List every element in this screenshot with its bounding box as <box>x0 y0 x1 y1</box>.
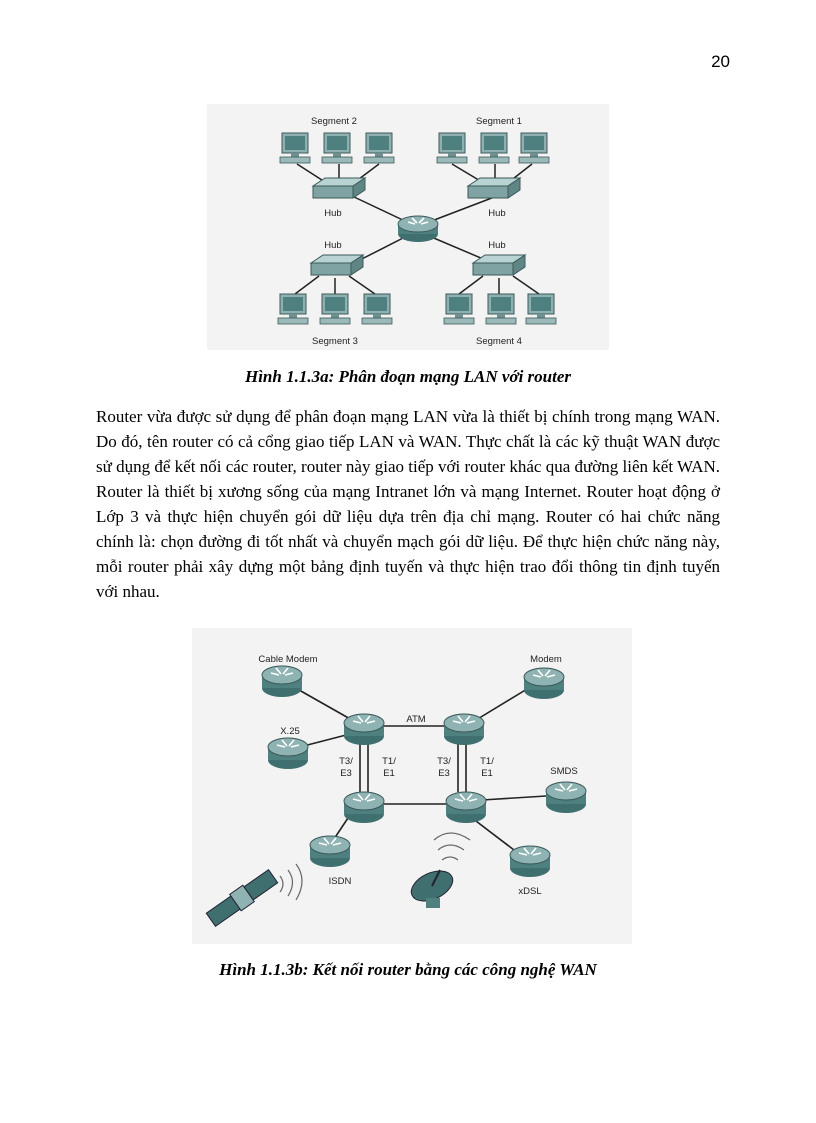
atm-label: ATM <box>406 714 426 725</box>
modem-label: Modem <box>530 654 562 665</box>
computer-icon <box>526 294 556 324</box>
page-number: 20 <box>711 52 730 71</box>
hub-label: Hub <box>488 240 506 251</box>
computer-icon <box>444 294 474 324</box>
computer-icon <box>519 133 549 163</box>
cable-modem-router-icon <box>262 666 302 697</box>
computer-icon <box>479 133 509 163</box>
computer-icon <box>320 294 350 324</box>
e1-label: E1 <box>481 768 493 779</box>
router-icon <box>446 792 486 823</box>
hub-icon <box>473 255 525 275</box>
e1-label: E1 <box>383 768 395 779</box>
hub-label: Hub <box>324 208 342 219</box>
wan-technologies-figure <box>192 628 632 944</box>
computer-icon <box>437 133 467 163</box>
wan-links <box>288 686 546 850</box>
smds-router-icon <box>546 782 586 813</box>
t3-label: T3/ <box>437 756 451 767</box>
lan-diagram <box>207 104 609 350</box>
t1-label: T1/ <box>480 756 494 767</box>
router-icon <box>344 792 384 823</box>
e3-label: E3 <box>340 768 352 779</box>
segment-3-computers <box>278 294 392 324</box>
lan-segmentation-figure <box>207 104 609 350</box>
hub-icon <box>468 178 520 198</box>
smds-label: SMDS <box>550 766 578 777</box>
cable-modem-label: Cable Modem <box>258 654 318 665</box>
computer-icon <box>364 133 394 163</box>
figure-2-caption: Hình 1.1.3b: Kết nối router bằng các công nghệ WAN <box>219 960 597 979</box>
satellite-dish-icon <box>407 865 458 908</box>
satellite-icon <box>205 868 279 928</box>
router-icon <box>398 216 438 242</box>
segment-1-computers <box>437 133 549 163</box>
e3-label: E3 <box>438 768 450 779</box>
hub-label: Hub <box>488 208 506 219</box>
segment-3-label: Segment 3 <box>312 336 358 347</box>
segment-1-label: Segment 1 <box>476 116 522 127</box>
router-icon <box>344 714 384 745</box>
computer-icon <box>362 294 392 324</box>
router-icon <box>444 714 484 745</box>
x25-label: X.25 <box>280 726 300 737</box>
isdn-label: ISDN <box>328 876 352 887</box>
segment-4-computers <box>444 294 556 324</box>
body-paragraph: Router vừa được sử dụng để phân đoạn mạng LAN vừa là thiết bị chính trong mạng WAN. Do đó, tên router có cả cổng giao tiếp LAN và WAN. Thực chất là các kỹ thuật WAN được sử dụng để kết nối các router, router này giao tiếp với router khác qua đường liên kết WAN. Router là thiết bị xương sống của mạng Intranet lớn và mạng Internet. Router hoạt động ở Lớp 3 và thực hiện chuyển gói dữ liệu dựa trên địa chỉ mạng. Router có hai chức năng chính là: chọn đường đi tốt nhất và chuyển mạch gói dữ liệu. Để thực hiện chức năng này, mỗi router phải xây dựng một bảng định tuyến và thực hiện trao đổi thông tin định tuyến với nhau. <box>96 407 720 601</box>
segment-2-computers <box>280 133 394 163</box>
t3-label: T3/ <box>339 756 353 767</box>
xdsl-label: xDSL <box>518 886 542 897</box>
segment-2-label: Segment 2 <box>311 116 357 127</box>
xdsl-router-icon <box>510 846 550 877</box>
figure-1-caption: Hình 1.1.3a: Phân đoạn mạng LAN với router <box>244 367 572 386</box>
computer-icon <box>278 294 308 324</box>
hub-icon <box>313 178 365 198</box>
modem-router-icon <box>524 668 564 699</box>
computer-icon <box>486 294 516 324</box>
satellite-signal-icon <box>280 864 302 900</box>
dish-signal-icon <box>434 833 470 860</box>
isdn-router-icon <box>310 836 350 867</box>
hub-label: Hub <box>324 240 342 251</box>
t1-label: T1/ <box>382 756 396 767</box>
hub-icon <box>311 255 363 275</box>
segment-4-label: Segment 4 <box>476 336 522 347</box>
computer-icon <box>322 133 352 163</box>
x25-router-icon <box>268 738 308 769</box>
computer-icon <box>280 133 310 163</box>
wan-diagram <box>192 628 632 944</box>
